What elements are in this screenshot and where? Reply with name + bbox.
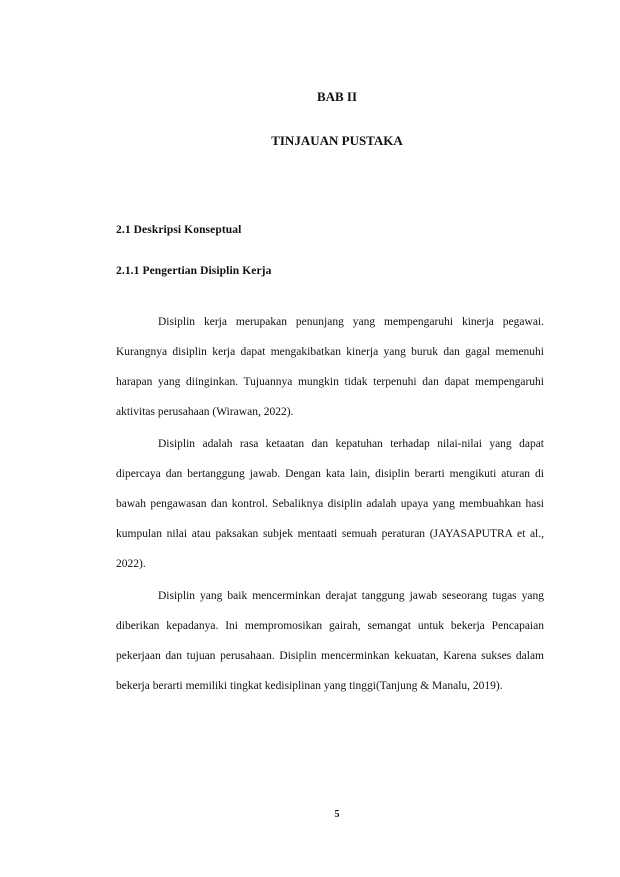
chapter-number: BAB II	[316, 89, 358, 104]
paragraph-2: Disiplin adalah rasa ketaatan dan kepatuhan terhadap nilai-nilai yang dapat dipercaya dan bertanggung jawab. Dengan kata lain, disiplin berarti mengikuti aturan di bawah pengawasan dan kontrol. Sebaliknya disiplin adalah upaya yang membuahkan hasi kumpulan nilai atau paksakan subjek mentaati semuah peraturan (JAYASAPUTRA et al., 2022).	[116, 438, 544, 570]
subsection-heading: 2.1.1 Pengertian Disiplin Kerja	[116, 265, 272, 277]
section-heading: 2.1 Deskripsi Konseptual	[116, 224, 242, 236]
chapter-title: TINJAUAN PUSTAKA	[271, 133, 403, 148]
paragraph-1: Disiplin kerja merupakan penunjang yang mempengaruhi kinerja pegawai. Kurangnya disiplin kerja dapat mengakibatkan kinerja yang buruk dan gagal memenuhi harapan yang diinginkan. Tujuannya mungkin tidak terpenuhi dan dapat mempengaruhi aktivitas perusahaan (Wirawan, 2022).	[116, 316, 544, 418]
paragraph-3: Disiplin yang baik mencerminkan derajat tanggung jawab seseorang tugas yang diberikan kepadanya. Ini mempromosikan gairah, semangat untuk bekerja Pencapaian pekerjaan dan tujuan perusahaan. Disiplin mencerminkan kekuatan, Karena sukses dalam bekerja berarti memiliki tingkat kedisiplinan yang tinggi(Tanjung & Manalu, 2019).	[116, 590, 544, 692]
page-number: 5	[334, 809, 340, 820]
